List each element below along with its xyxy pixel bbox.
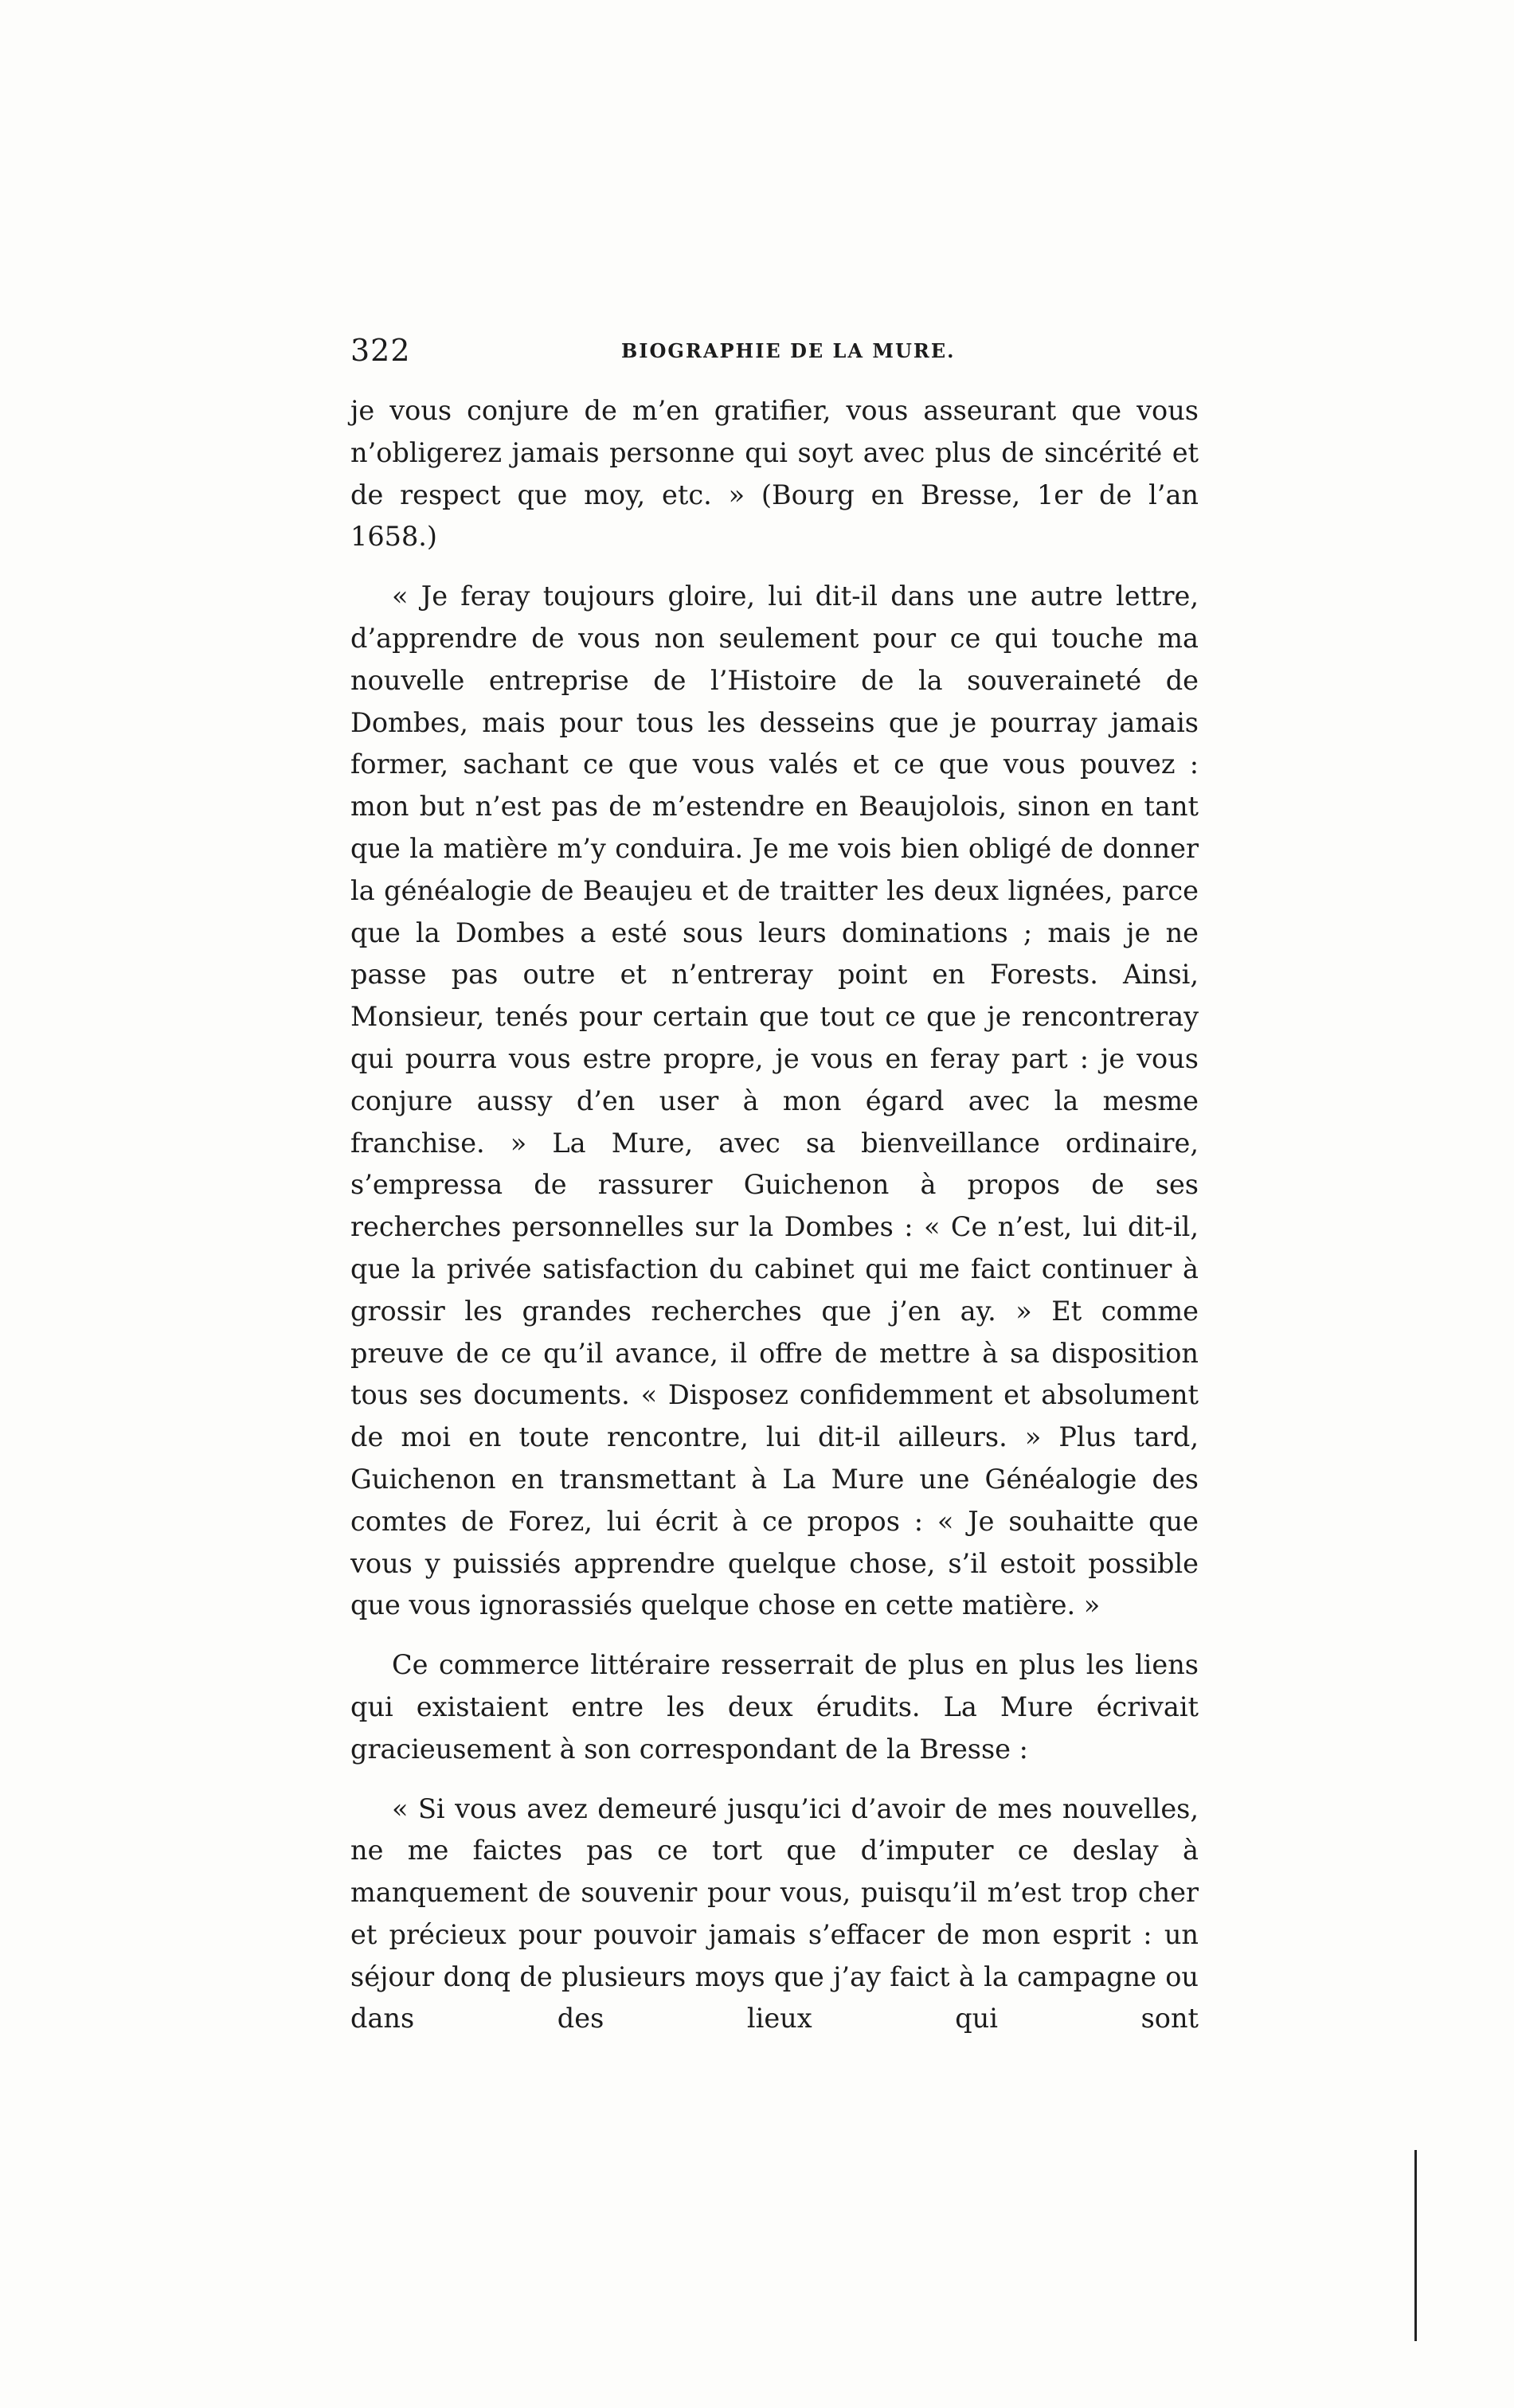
scan-edge-line	[1414, 2150, 1417, 2341]
page-header	[350, 333, 1203, 381]
body-text	[350, 390, 1199, 2058]
paragraph-4: « Si vous avez demeuré jusqu’ici d’avoir de mes nouvelles, ne me faictes pas ce tort que d’imputer ce deslay à manquement de souvenir pour vous, puisqu’il m’est trop cher et précieux pour pouvoir jamais s’effacer de mon esprit : un séjour donq de plusieurs moys que j’ay faict à la campagne ou dans des lieux qui sont	[350, 1792, 1199, 2035]
running-title: BIOGRAPHIE DE LA MURE.	[621, 339, 956, 362]
page-number: 322	[350, 333, 411, 368]
paragraph-2: « Je feray toujours gloire, lui dit-il dans une autre lettre, d’apprendre de vous non seulement pour ce qui touche ma nouvelle entreprise de l’Histoire de la souveraineté de Dombes, mais pour tous les desseins que je pourray jamais former, sachant ce que vous valés et ce que vous pouvez : mon but n’est pas de m’estendre en Beaujolois, sinon en tant que la matière m’y conduira. Je me vois bien obligé de donner la généalogie de Beaujeu et de traitter les deux lignées, parce que la Dombes a esté sous leurs dominations ; mais je ne passe pas outre et n’entreray point en Forests. Ainsi, Monsieur, tenés pour certain que tout ce que je rencontreray qui pourra vous estre propre, je vous en feray part : je vous conjure aussy d’en user à mon égard avec la mesme franchise. » La Mure, avec sa bienveillance ordinaire, s’empressa de rassurer Guichenon à propos de ses recherches personnelles sur la Dombes : « Ce n’est, lui dit-il, que la privée satisfaction du cabinet qui me faict continuer à grossir les grandes recherches que j’en ay. » Et comme preuve de ce qu’il avance, il offre de mettre à sa disposition tous ses documents. « Disposez confidemment et absolument de moi en toute rencontre, lui dit-il ailleurs. » Plus tard, Guichenon en transmettant à La Mure une Généalogie des comtes de Forez, lui écrit à ce propos : « Je souhaitte que vous y puissiés apprendre quelque chose, s’il estoit possible que vous ignorassiés quelque chose en cette matière. »	[350, 580, 1199, 1621]
paragraph-1: je vous conjure de m’en gratifier, vous asseurant que vous n’obligerez jamais personne qui soyt avec plus de sincérité et de respect que moy, etc. » (Bourg en Bresse, 1er de l’an 1658.)	[350, 395, 1199, 553]
paragraph-3: Ce commerce littéraire resserrait de plus en plus les liens qui existaient entre les deux érudits. La Mure écrivait gracieusement à son correspondant de la Bresse :	[350, 1649, 1199, 1765]
